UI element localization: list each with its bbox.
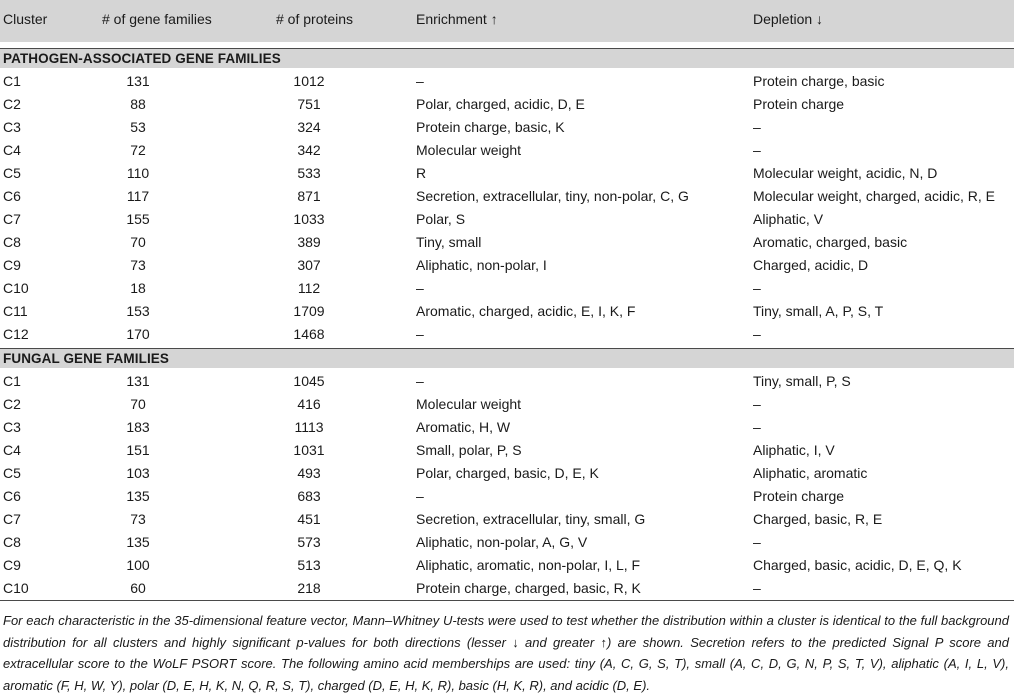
depletion-cell: Protein charge xyxy=(753,488,845,504)
depletion-cell: – xyxy=(753,142,761,158)
enrichment-cell: Small, polar, P, S xyxy=(416,442,522,458)
gene-families-cell: 100 xyxy=(126,557,150,573)
enrichment-cell: – xyxy=(416,488,424,504)
table-row xyxy=(0,162,1014,185)
gene-families-cell: 183 xyxy=(126,419,150,435)
enrichment-cell: Aromatic, H, W xyxy=(416,419,511,435)
depletion-cell: Aliphatic, aromatic xyxy=(753,465,868,481)
table-row xyxy=(0,208,1014,231)
proteins-cell: 1031 xyxy=(293,442,325,458)
table-row xyxy=(0,277,1014,300)
proteins-cell: 1468 xyxy=(293,326,325,342)
table-row xyxy=(0,531,1014,554)
proteins-cell: 389 xyxy=(297,234,321,250)
depletion-cell: Protein charge, basic xyxy=(753,73,885,89)
proteins-cell: 1033 xyxy=(293,211,325,227)
table-row xyxy=(0,416,1014,439)
cluster-cell: C9 xyxy=(3,557,21,573)
gene-families-cell: 18 xyxy=(130,280,146,296)
header-proteins: # of proteins xyxy=(276,11,354,27)
gene-families-cell: 88 xyxy=(130,96,146,112)
cluster-cell: C3 xyxy=(3,119,21,135)
depletion-cell: Tiny, small, P, S xyxy=(753,373,851,389)
gene-families-cell: 70 xyxy=(130,234,146,250)
depletion-cell: Tiny, small, A, P, S, T xyxy=(753,303,884,319)
gene-families-cell: 70 xyxy=(130,396,146,412)
table-bottom-rule xyxy=(0,600,1014,601)
header-enrichment: Enrichment ↑ xyxy=(416,11,498,27)
table-row xyxy=(0,185,1014,208)
cluster-cell: C6 xyxy=(3,488,21,504)
header-cluster: Cluster xyxy=(3,11,48,27)
gene-families-cell: 170 xyxy=(126,326,150,342)
cluster-cell: C11 xyxy=(3,303,28,319)
proteins-cell: 324 xyxy=(297,119,321,135)
proteins-cell: 513 xyxy=(297,557,321,573)
proteins-cell: 1113 xyxy=(294,419,324,435)
depletion-cell: Charged, basic, acidic, D, E, Q, K xyxy=(753,557,962,573)
table-row xyxy=(0,300,1014,323)
table-row xyxy=(0,93,1014,116)
proteins-cell: 683 xyxy=(297,488,321,504)
depletion-cell: Aliphatic, V xyxy=(753,211,824,227)
table-row xyxy=(0,231,1014,254)
header-gene-families: # of gene families xyxy=(102,11,212,27)
table-row xyxy=(0,462,1014,485)
table-footnote: For each characteristic in the 35-dimensional feature vector, Mann–Whitney U-tests were used to test whether the distribution within a cluster is identical to the full background distribution for all clusters and highly significant p-values for both directions (lesser ↓ and greater ↑) are shown. Secretion refers to the predicted Signal P score and extracellular score to the WoLF PSORT score. The following amino acid memberships are used: tiny (A, C, G, S, T), small (A, C, D, G, N, P, S, T, V), aliphatic (A, I, L, V), aromatic (F, H, W, Y), polar (D, E, H, K, N, Q, R, S, T), charged (D, E, H, K, R), basic (H, K, R), and acidic (D, E). xyxy=(3,613,1009,693)
cluster-cell: C12 xyxy=(3,326,29,342)
cluster-cell: C4 xyxy=(3,142,21,158)
table-row xyxy=(0,508,1014,531)
gene-families-cell: 153 xyxy=(126,303,150,319)
enrichment-cell: R xyxy=(416,165,427,181)
depletion-cell: Molecular weight, acidic, N, D xyxy=(753,165,938,181)
proteins-cell: 871 xyxy=(297,188,321,204)
gene-families-cell: 73 xyxy=(130,257,146,273)
proteins-cell: 493 xyxy=(297,465,321,481)
proteins-cell: 416 xyxy=(297,396,321,412)
enrichment-cell: Aliphatic, non-polar, I xyxy=(416,257,547,273)
table-row xyxy=(0,485,1014,508)
section-header xyxy=(0,348,1014,368)
gene-families-cell: 73 xyxy=(130,511,146,527)
depletion-cell: Charged, basic, R, E xyxy=(753,511,883,527)
enrichment-cell: Secretion, extracellular, tiny, small, G xyxy=(416,511,646,527)
enrichment-cell: Molecular weight xyxy=(416,396,522,412)
proteins-cell: 1709 xyxy=(293,303,325,319)
enrichment-cell: Secretion, extracellular, tiny, non-polar, C, G xyxy=(416,188,689,204)
cluster-cell: C8 xyxy=(3,234,21,250)
gene-families-cell: 60 xyxy=(130,580,146,596)
cluster-cell: C8 xyxy=(3,534,21,550)
gene-families-cell: 135 xyxy=(126,488,150,504)
depletion-cell: Aliphatic, I, V xyxy=(753,442,835,458)
header-depletion: Depletion ↓ xyxy=(753,11,824,27)
proteins-cell: 218 xyxy=(297,580,321,596)
enrichment-cell: Aromatic, charged, acidic, E, I, K, F xyxy=(416,303,636,319)
proteins-cell: 573 xyxy=(297,534,321,550)
cluster-cell: C3 xyxy=(3,419,21,435)
cluster-cell: C1 xyxy=(3,373,21,389)
table-row xyxy=(0,439,1014,462)
gene-families-cell: 103 xyxy=(126,465,150,481)
cluster-cell: C6 xyxy=(3,188,21,204)
enrichment-cell: – xyxy=(416,373,424,389)
cluster-cell: C7 xyxy=(3,511,21,527)
proteins-cell: 1045 xyxy=(293,373,325,389)
cluster-cell: C7 xyxy=(3,211,21,227)
depletion-cell: Molecular weight, charged, acidic, R, E xyxy=(753,188,995,204)
section-title: FUNGAL GENE FAMILIES xyxy=(3,351,170,366)
gene-families-cell: 151 xyxy=(126,442,150,458)
gene-families-cell: 131 xyxy=(126,73,150,89)
cluster-cell: C5 xyxy=(3,165,21,181)
enrichment-cell: Protein charge, charged, basic, R, K xyxy=(416,580,641,596)
depletion-cell: – xyxy=(753,280,761,296)
depletion-cell: Protein charge xyxy=(753,96,845,112)
table-row xyxy=(0,577,1014,600)
enrichment-cell: Protein charge, basic, K xyxy=(416,119,565,135)
table-row xyxy=(0,554,1014,577)
gene-families-cell: 110 xyxy=(126,165,150,181)
table-row xyxy=(0,393,1014,416)
cluster-cell: C10 xyxy=(3,580,29,596)
proteins-cell: 1012 xyxy=(293,73,325,89)
enrichment-cell: Tiny, small xyxy=(416,234,482,250)
gene-families-cell: 135 xyxy=(126,534,150,550)
cluster-cell: C2 xyxy=(3,96,21,112)
depletion-cell: – xyxy=(753,119,761,135)
table-row xyxy=(0,370,1014,393)
cluster-cell: C2 xyxy=(3,396,21,412)
depletion-cell: – xyxy=(753,326,761,342)
depletion-cell: – xyxy=(753,580,761,596)
proteins-cell: 533 xyxy=(297,165,321,181)
proteins-cell: 307 xyxy=(297,257,321,273)
cluster-cell: C5 xyxy=(3,465,21,481)
depletion-cell: – xyxy=(753,396,761,412)
proteins-cell: 342 xyxy=(297,142,321,158)
enrichment-cell: Polar, S xyxy=(416,211,466,227)
table-row xyxy=(0,323,1014,346)
proteins-cell: 112 xyxy=(297,280,321,296)
enrichment-cell: – xyxy=(416,326,424,342)
section-title: PATHOGEN-ASSOCIATED GENE FAMILIES xyxy=(3,51,281,66)
enrichment-cell: Polar, charged, acidic, D, E xyxy=(416,96,585,112)
enrichment-cell: Aliphatic, non-polar, A, G, V xyxy=(416,534,588,550)
enrichment-cell: – xyxy=(416,280,424,296)
gene-families-cell: 131 xyxy=(126,373,150,389)
cluster-cell: C9 xyxy=(3,257,21,273)
table-header xyxy=(0,0,1014,42)
gene-families-cell: 53 xyxy=(130,119,146,135)
enrichment-cell: Aliphatic, aromatic, non-polar, I, L, F xyxy=(416,557,641,573)
gene-families-cell: 117 xyxy=(126,188,150,204)
enrichment-cell: Polar, charged, basic, D, E, K xyxy=(416,465,599,481)
table-row xyxy=(0,139,1014,162)
gene-families-cell: 155 xyxy=(126,211,150,227)
proteins-cell: 751 xyxy=(297,96,321,112)
cluster-cell: C1 xyxy=(3,73,21,89)
table-row xyxy=(0,116,1014,139)
table-row xyxy=(0,70,1014,93)
gene-families-cell: 72 xyxy=(130,142,146,158)
enrichment-cell: Molecular weight xyxy=(416,142,522,158)
depletion-cell: Aromatic, charged, basic xyxy=(753,234,908,250)
depletion-cell: – xyxy=(753,534,761,550)
cluster-cell: C4 xyxy=(3,442,21,458)
cluster-cell: C10 xyxy=(3,280,29,296)
enrichment-cell: – xyxy=(416,73,424,89)
section-header xyxy=(0,48,1014,68)
proteins-cell: 451 xyxy=(297,511,321,527)
depletion-cell: – xyxy=(753,419,761,435)
table-row xyxy=(0,254,1014,277)
depletion-cell: Charged, acidic, D xyxy=(753,257,869,273)
